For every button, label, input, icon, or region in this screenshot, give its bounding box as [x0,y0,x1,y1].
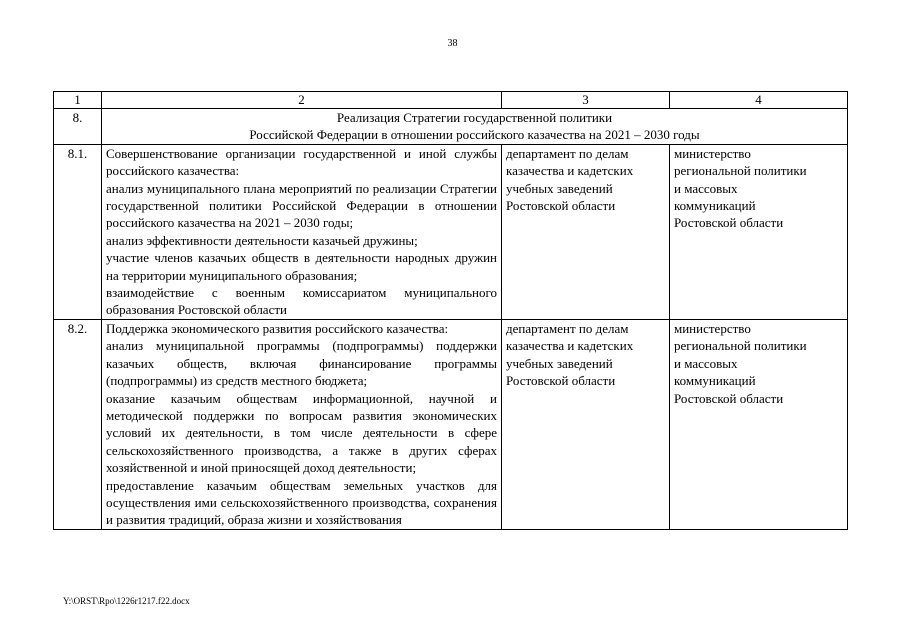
row-number: 8.1. [54,144,102,319]
measure-paragraph: анализ муниципального плана мероприятий по реализации Стратегии государственной политики Российской Федерации в отношении российского казачества на 2021 – 2030 годы; [106,180,497,231]
document-file-path: Y:\ORST\Rpo\1226r1217.f22.docx [63,596,190,606]
table-header-row [54,92,848,109]
measure-paragraph: взаимодействие с военным комиссариатом муниципального образования Ростовской области [106,285,497,318]
executor-line: Ростовской области [506,198,616,214]
measure-paragraph: Совершенствование организации государственной и иной службы российского казачества: [106,145,497,179]
co-executor-line: министерство [674,145,751,161]
measure-paragraph: участие членов казачьих обществ в деятельности народных дружин на территории муниципального образования; [106,250,497,283]
responsible-executor [502,144,670,319]
measure-paragraph: Поддержка экономического развития российского казачества: [106,320,449,336]
section-title-line: Реализация Стратегии государственной политики [336,110,613,125]
measure-description [102,319,502,529]
page-number: 38 [447,38,458,49]
co-executor [670,144,848,319]
header-cell-4: 4 [670,92,848,109]
responsible-executor [502,319,670,529]
executor-line: казачества и кадетских [506,338,634,354]
measure-description [102,144,502,319]
section-number: 8. [54,109,102,145]
executor-line: учебных заведений [506,355,613,371]
measure-paragraph: анализ муниципальной программы (подпрограммы) поддержки казачьих обществ, включая финансирование программы (подпрограммы) из средств местного бюджета; [106,338,497,389]
executor-line: учебных заведений [506,180,613,196]
row-number: 8.2. [54,319,102,529]
header-cell-1: 1 [54,92,102,109]
measure-paragraph: оказание казачьим обществам информационной, научной и методической поддержки по вопросам развития экономических условий их деятельности, в том числе деятельности в сфере сельскохозяйственного производства, а также в других сферах хозяйственной и иной приносящей доход деятельности; [106,390,497,476]
table-row [54,144,848,319]
co-executor-line: Ростовской области [674,215,784,231]
executor-line: Ростовской области [506,373,616,389]
section-row [54,109,848,145]
measure-paragraph: анализ эффективности деятельности казачьей дружины; [106,232,418,248]
executor-line: казачества и кадетских [506,163,634,179]
co-executor-line: коммуникаций [674,373,756,389]
executor-line: департамент по делам [506,320,629,336]
measures-table [53,91,848,530]
executor-line: департамент по делам [506,145,629,161]
co-executor-line: региональной политики [674,163,807,179]
co-executor-line: и массовых [674,355,738,371]
co-executor [670,319,848,529]
header-cell-3: 3 [502,92,670,109]
co-executor-line: коммуникаций [674,198,756,214]
section-title [102,109,848,145]
co-executor-line: министерство [674,320,751,336]
co-executor-line: и массовых [674,180,738,196]
measure-paragraph: предоставление казачьим обществам земельных участков для осуществления ими сельскохозяйственного производства, сохранения и развития традиций, образа жизни и хозяйствования [106,477,497,528]
co-executor-line: региональной политики [674,338,807,354]
section-title-line: Российской Федерации в отношении российского казачества на 2021 – 2030 годы [249,127,700,143]
table-row [54,319,848,529]
co-executor-line: Ростовской области [674,390,784,406]
header-cell-2: 2 [102,92,502,109]
